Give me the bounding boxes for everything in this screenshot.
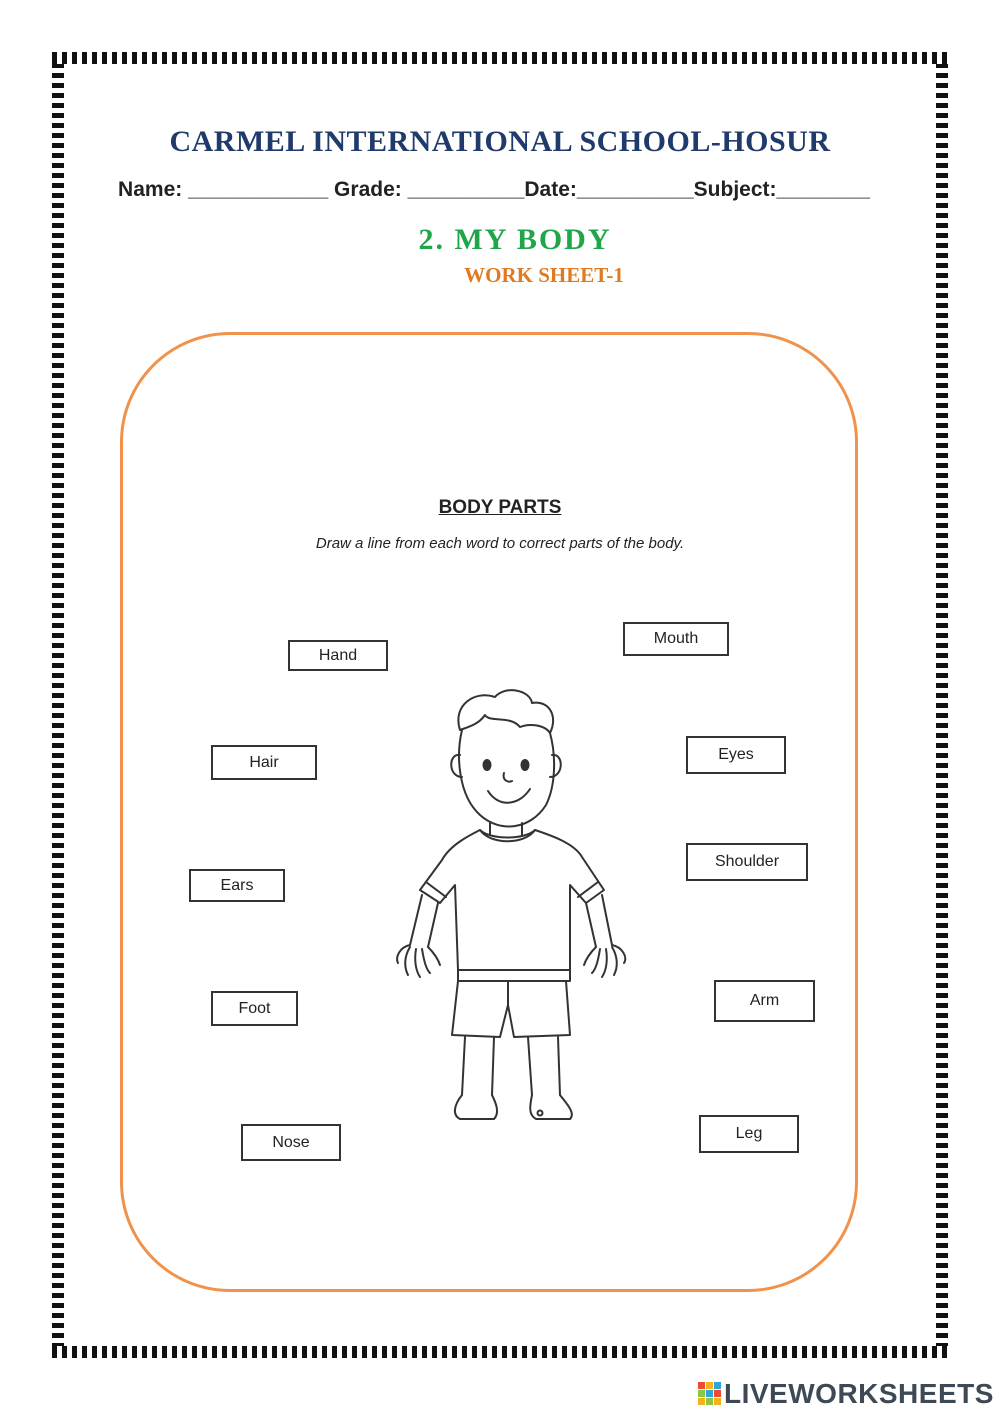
word-label: Eyes	[718, 746, 754, 763]
word-box-ears[interactable]	[189, 869, 285, 902]
liveworksheets-logo-icon	[698, 1382, 722, 1406]
word-label: Shoulder	[714, 853, 780, 870]
word-box-leg[interactable]	[699, 1115, 799, 1153]
word-box-arm[interactable]	[714, 980, 815, 1022]
activity-title: BODY PARTS	[438, 497, 562, 518]
activity-instruction: Draw a line from each word to correct parts of the body.	[315, 535, 685, 552]
boy-figure-icon	[390, 685, 640, 1135]
school-name: CARMEL INTERNATIONAL SCHOOL-HOSUR	[169, 125, 831, 158]
word-box-eyes[interactable]	[686, 736, 786, 774]
watermark-text: LIVEWORKSHEETS	[724, 1378, 994, 1409]
word-box-mouth[interactable]	[623, 622, 729, 656]
student-info-line: Name: ____________ Grade: __________Date:__________Subject:________	[118, 178, 870, 201]
word-label: Ears	[220, 876, 254, 894]
word-label: Foot	[238, 999, 271, 1017]
word-box-nose[interactable]	[241, 1124, 341, 1161]
word-label: Leg	[735, 1125, 763, 1142]
word-label: Nose	[272, 1133, 310, 1151]
word-box-foot[interactable]	[211, 991, 298, 1026]
chapter-title: 2. MY BODY	[418, 223, 612, 256]
word-box-shoulder[interactable]	[686, 843, 808, 881]
word-box-hair[interactable]	[211, 745, 317, 780]
worksheet-label: WORK SHEET-1	[464, 263, 624, 287]
word-label: Mouth	[653, 630, 699, 647]
word-label: Arm	[749, 992, 780, 1009]
word-label: Hand	[318, 646, 358, 664]
word-label: Hair	[249, 753, 279, 771]
word-box-hand[interactable]	[288, 640, 388, 671]
